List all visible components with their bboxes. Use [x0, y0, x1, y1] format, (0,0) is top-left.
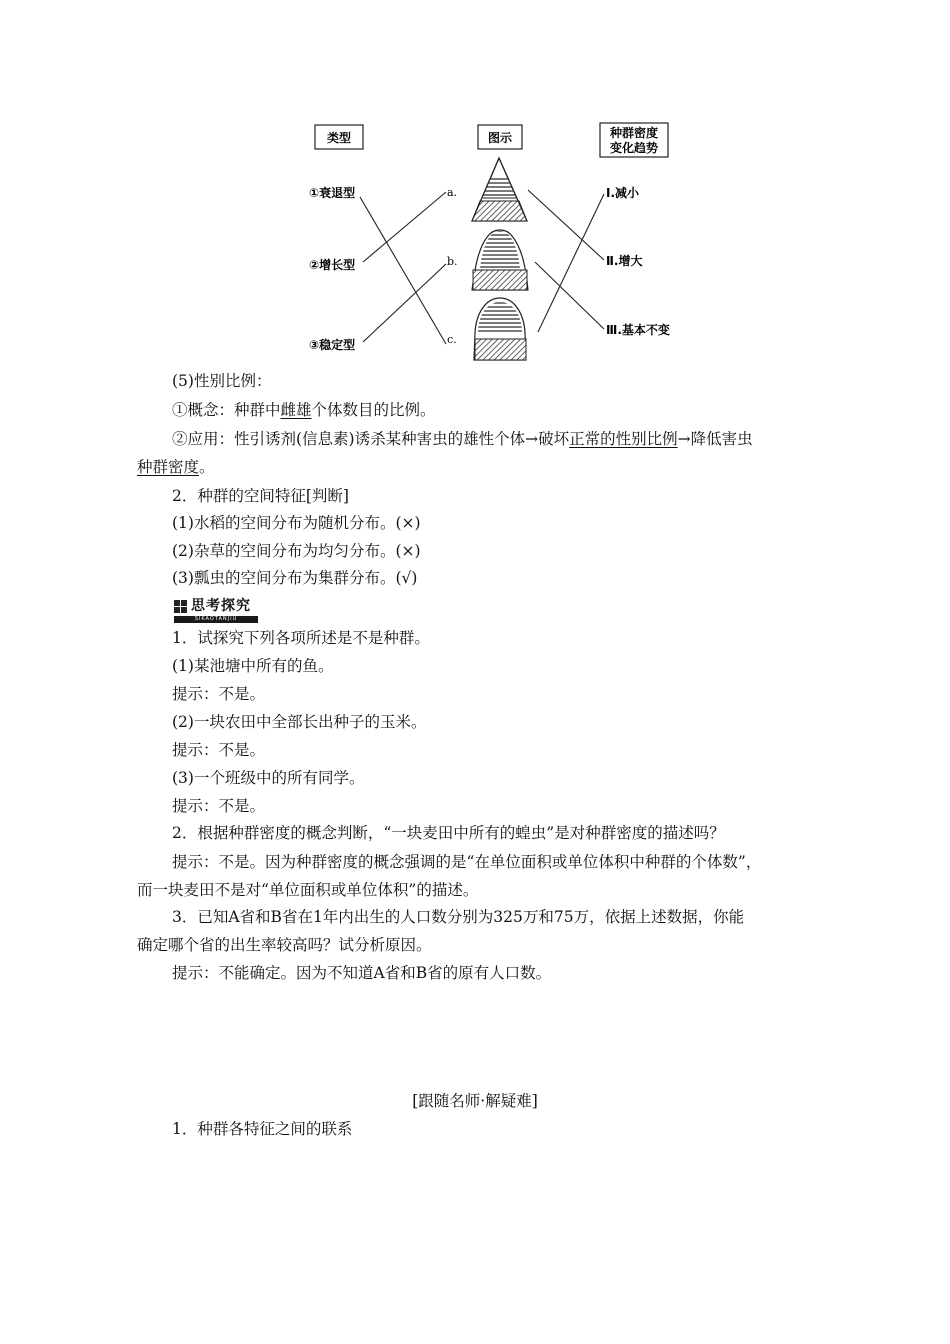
- q3-hint: 提示：不能确定。因为不知道A省和B省的原有人口数。: [172, 964, 552, 982]
- concept-suffix: 个体数目的比例。: [311, 401, 436, 419]
- sex-ratio-concept: [172, 399, 436, 421]
- sex-ratio-heading: (5)性别比例：: [172, 372, 272, 390]
- connector-growing-a: [363, 192, 446, 262]
- q2-hint-line1: 提示：不是。因为种群密度的概念强调的是“在单位面积或单位体积中种群的个体数”，: [172, 853, 762, 871]
- q2-hint-line2: 而一块麦田不是对“单位面积或单位体积”的描述。: [137, 881, 479, 899]
- trend-header-line1: 种群密度: [609, 126, 659, 140]
- grid-icon: [174, 600, 187, 613]
- dome-c-icon: [474, 298, 526, 360]
- spatial-item-3: (3)瓢虫的空间分布为集群分布。(√): [172, 569, 418, 587]
- application-underlined: 正常的性别比例: [569, 430, 678, 448]
- question-3-line2: 确定哪个省的出生率较高吗？试分析原因。: [137, 936, 432, 954]
- type-declining: ①衰退型: [309, 186, 356, 200]
- spatial-item-2: (2)杂草的空间分布为均匀分布。(×): [172, 542, 421, 560]
- type-stable: ③稳定型: [309, 338, 356, 352]
- application-line2-suffix: 。: [199, 458, 215, 476]
- figure-label-c: c.: [447, 333, 457, 346]
- concept-prefix: ①概念：种群中: [172, 401, 281, 419]
- trend-stable: Ⅲ.基本不变: [606, 323, 670, 337]
- connector-declining-c: [360, 197, 446, 344]
- spatial-item-1: (1)水稻的空间分布为随机分布。(×): [172, 514, 421, 532]
- type-growing: ②增长型: [309, 258, 356, 272]
- figure-label-b: b.: [447, 255, 458, 268]
- application-line2-underlined: 种群密度: [137, 458, 200, 476]
- banner-title: 思考探究: [191, 598, 251, 614]
- age-structure-svg: [300, 118, 700, 363]
- q1-hint-3: 提示：不是。: [172, 797, 266, 815]
- trend-header-line2: 变化趋势: [609, 141, 659, 155]
- q1-item-3: (3)一个班级中的所有同学。: [172, 769, 365, 787]
- question-1: 1．试探究下列各项所述是不是种群。: [172, 629, 430, 647]
- pyramid-a-icon: [472, 158, 527, 221]
- sex-ratio-application-line2: [137, 456, 215, 478]
- figure-label-a: a.: [447, 186, 458, 199]
- sex-ratio-application: [172, 428, 753, 450]
- age-structure-diagram: [300, 118, 700, 363]
- question-2: 2．根据种群密度的概念判断，“一块麦田中所有的蝗虫”是对种群密度的描述吗？: [172, 824, 725, 842]
- trend-decrease: Ⅰ.减小: [606, 186, 640, 200]
- connector-b-stable: [535, 262, 604, 329]
- q1-hint-1: 提示：不是。: [172, 685, 266, 703]
- banner-subtitle: SIKAOTANJIU: [174, 616, 258, 623]
- q1-hint-2: 提示：不是。: [172, 741, 266, 759]
- question-3-line1: 3．已知A省和B省在1年内出生的人口数分别为325万和75万，依据上述数据，你能: [172, 908, 745, 926]
- concept-underlined: 雌雄: [280, 401, 312, 419]
- spatial-heading: 2．种群的空间特征[判断]: [172, 487, 349, 505]
- figure-header: 图示: [487, 131, 513, 145]
- application-prefix: ②应用：性引诱剂(信息素)诱杀某种害虫的雄性个体→破坏: [172, 430, 570, 448]
- connector-stable-b: [363, 264, 446, 342]
- trend-increase: Ⅱ.增大: [606, 254, 643, 268]
- bell-b-icon: [472, 230, 528, 290]
- section-title: [跟随名师·解疑难]: [412, 1092, 538, 1110]
- application-suffix: →降低害虫: [677, 430, 753, 448]
- connector-c-decrease: [538, 194, 604, 332]
- section-item-1: 1．种群各特征之间的联系: [172, 1120, 353, 1138]
- q1-item-1: (1)某池塘中所有的鱼。: [172, 657, 334, 675]
- q1-item-2: (2)一块农田中全部长出种子的玉米。: [172, 713, 427, 731]
- connector-a-increase: [528, 190, 604, 260]
- thinking-banner: [172, 597, 272, 623]
- type-header: 类型: [326, 131, 352, 145]
